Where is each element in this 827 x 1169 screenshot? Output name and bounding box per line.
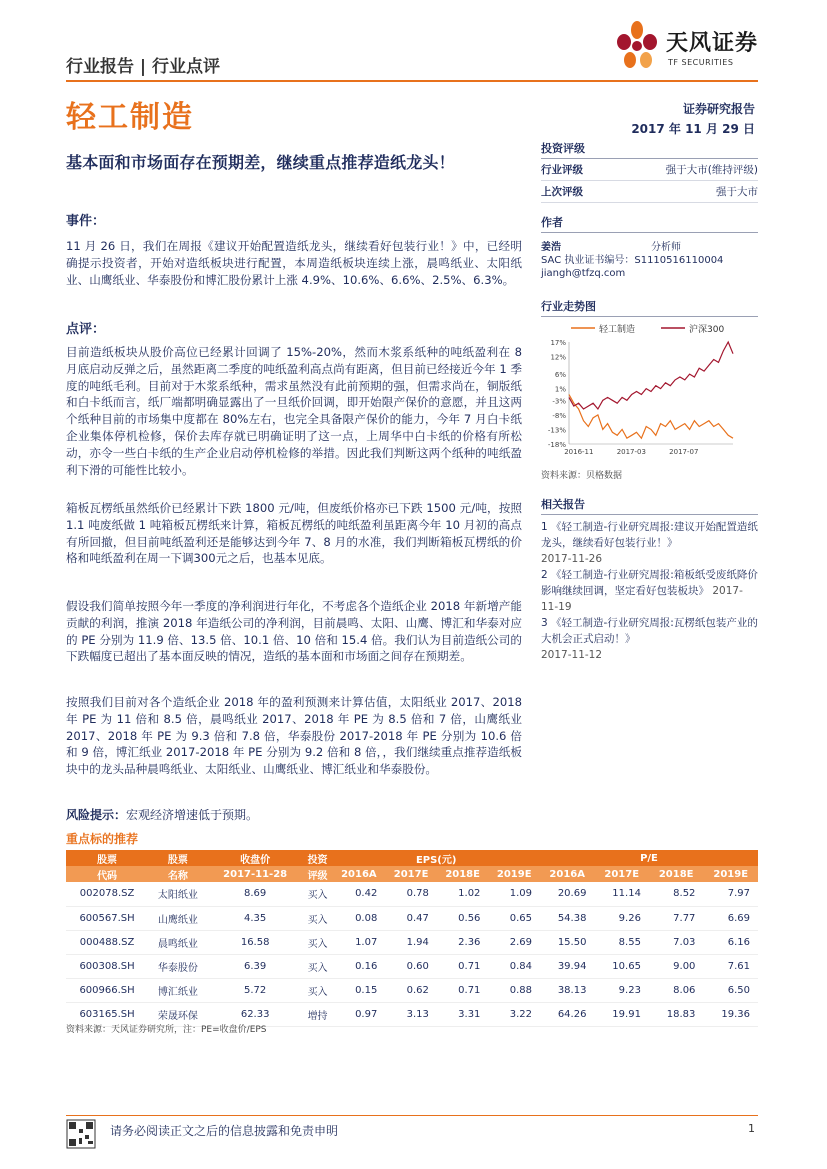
report-link[interactable]: 1 《轻工制造-行业研究周报:建议开始配置造纸龙头，继续看好包装行业！》 [541,521,758,549]
y-tick-label: 1% [554,385,566,394]
table-cell: 9.23 [594,978,648,1002]
table-cell: 39.94 [540,954,594,978]
table-cell: 2.69 [488,930,540,954]
table-cell: 0.47 [385,906,437,930]
table-cell: 600308.SH [66,954,148,978]
column-header: 2019E [488,866,540,882]
table-cell: 0.97 [332,1002,385,1026]
author-title: 作者 [541,214,758,233]
table-cell: 增持 [303,1002,333,1026]
table-cell: 0.62 [385,978,437,1002]
table-header-row [66,866,758,882]
table-cell: 9.00 [649,954,703,978]
author-role: 分析师 [651,242,681,253]
table-cell: 11.14 [594,882,648,906]
footer-disclaimer: 请务必阅读正文之后的信息披露和免责申明 [110,1124,339,1138]
author-box [541,214,758,280]
table-cell: 54.38 [540,906,594,930]
table-row [66,930,758,954]
y-tick-label: -3% [552,397,566,406]
table-cell: 1.02 [437,882,489,906]
table-cell: 7.61 [703,954,758,978]
table-cell: 1.09 [488,882,540,906]
table-cell: 1.94 [385,930,437,954]
table-title: 重点标的推荐 [66,832,139,846]
comment-paragraph-1: 目前造纸板块从股价高位已经累计回调了 15%-20%，然而木浆系纸种的吨纸盈利在 8 月底启动反弹之后，虽然距离二季度的吨纸盈利高点尚有距离，但目前已经接近今年 1 季度的吨纸毛利。目前对于木浆系纸种，需求虽然没有此前预期的强，但需求尚在，铜版纸和白卡纸而言，纸厂端都明确显露出了一旦纸价回调，即开始限产保价的意愿，并且这两个纸种目前的市场集中度都在 80%左右，也完全具备限产保价的能力，今年 7 月白卡纸企业集体停机检修，保价去库存就已明确证明了这一点，上周华中白卡纸的价格有所松动，亦令一些白卡纸的生产企业启动停机检修的举措。因此我们判断这两个纸种的吨纸盈利下滑的可能性比较小。 [66,345,522,477]
table-cell: 5.72 [208,978,303,1002]
table-cell: 0.78 [385,882,437,906]
table-cell: 7.77 [649,906,703,930]
table-cell: 6.16 [703,930,758,954]
table-cell: 0.71 [437,954,489,978]
rating-row: 上次评级 强于大市 [541,181,758,203]
table-cell: 0.65 [488,906,540,930]
y-tick-label: -8% [552,411,566,420]
table-cell: 荣晟环保 [148,1002,207,1026]
table-cell: 2.36 [437,930,489,954]
stock-table [66,850,758,1027]
table-cell: 4.35 [208,906,303,930]
industry-title: 轻工制造 [66,100,194,135]
table-cell: 7.97 [703,882,758,906]
column-header: 代码 [66,866,148,882]
column-header: 评级 [303,866,333,882]
table-cell: 000488.SZ [66,930,148,954]
author-cert: SAC 执业证书编号：S1110516110004 [541,255,724,266]
table-cell: 0.15 [332,978,385,1002]
table-cell: 太阳纸业 [148,882,207,906]
table-cell: 0.60 [385,954,437,978]
headline: 基本面和市场面存在预期差，继续重点推荐造纸龙头！ [66,153,455,172]
page-number: 1 [748,1122,755,1135]
table-cell: 山鹰纸业 [148,906,207,930]
column-header: 2016A [332,866,385,882]
comment-paragraph-2: 箱板瓦楞纸虽然纸价已经累计下跌 1800 元/吨，但废纸价格亦已下跌 1500 元/吨，按照 1.1 吨废纸做 1 吨箱板瓦楞纸来计算，箱板瓦楞纸的吨纸盈利虽距离今年 10 月初的高点有所回撤，但目前吨纸盈利还是能够达到今年 7、8 月的水准，我们判断箱板瓦楞纸的价格和吨纸盈利在周一下调300元之后，也基本见底。 [66,501,522,566]
logo-name: 天风证券 [666,31,759,56]
table-cell: 0.88 [488,978,540,1002]
event-paragraph: 11 月 26 日，我们在周报《建议开始配置造纸龙头，继续看好包装行业！》中，已经明确提示投资者，开始对造纸板块进行配置，本周造纸板块连续上涨，晨鸣纸业、太阳纸业、山鹰纸业、华泰股份和博汇股份累计上涨 4.9%、10.6%、6.6%、2.5%、6.3%。 [66,239,522,287]
report-date-item: 2017-11-26 [541,553,603,565]
table-cell: 10.65 [594,954,648,978]
report-link[interactable]: 2 《轻工制造-行业研究周报:箱板纸受废纸降价影响继续回调，坚定看好包装板块》 2017-11-19 [541,569,758,613]
comment-paragraph-4: 按照我们目前对各个造纸企业 2018 年的盈利预测来计算估值，太阳纸业 2017、2018 年 PE 为 11 倍和 8.5 倍，晨鸣纸业 2017、2018 年 PE 为 8.5 倍和 7 倍，山鹰纸业 2017、2018 年 PE 为 9.3 倍和 7.8 倍，华泰股份 2017-2018 年 PE 分别为 10.6 倍和 9 倍，博汇纸业 2017-2018 年 PE 分别为 9.2 倍和 8 倍，，我们继续重点推荐造纸板块中的龙头品种晨鸣纸业、太阳纸业、山鹰纸业、博汇纸业和华泰股份。 [66,695,522,777]
qr-code-icon [66,1116,96,1152]
table-cell: 博汇纸业 [148,978,207,1002]
column-header: 2017E [385,866,437,882]
table-cell: 002078.SZ [66,882,148,906]
y-tick-label: -18% [547,441,566,449]
column-header: 2017E [594,866,648,882]
y-tick-label: 6% [554,371,566,380]
table-cell: 0.56 [437,906,489,930]
table-cell: 16.58 [208,930,303,954]
table-cell: 0.84 [488,954,540,978]
column-header: 2017-11-28 [208,866,303,882]
table-cell: 0.16 [332,954,385,978]
table-cell: 8.06 [649,978,703,1002]
report-type: 证券研究报告 [682,102,755,116]
table-cell: 3.22 [488,1002,540,1026]
chart-title: 行业走势图 [541,298,758,317]
table-cell: 买入 [303,978,333,1002]
column-header: 2018E [437,866,489,882]
table-cell: 华泰股份 [148,954,207,978]
table-cell: 8.55 [594,930,648,954]
table-cell: 3.31 [437,1002,489,1026]
header-divider [66,80,758,82]
table-cell: 64.26 [540,1002,594,1026]
table-source: 资料来源：天风证券研究所，注：PE=收盘价/EPS [66,1025,267,1035]
risk-warning: 风险提示：宏观经济增速低于预期。 [66,808,259,822]
rating-box [541,140,758,203]
legend-label: 轻工制造 [599,325,636,335]
related-reports [541,496,758,663]
column-header: 2019E [703,866,758,882]
table-cell: 15.50 [540,930,594,954]
reports-title: 相关报告 [541,496,758,515]
table-cell: 9.26 [594,906,648,930]
report-link[interactable]: 3 《轻工制造-行业研究周报:瓦楞纸包装产业的大机会正式启动！》 [541,617,758,645]
chart-source: 资料来源：贝格数据 [541,471,623,481]
table-cell: 0.71 [437,978,489,1002]
table-cell: 买入 [303,930,333,954]
series-line [569,395,733,439]
table-cell: 0.42 [332,882,385,906]
x-tick-label: 2017-07 [669,448,699,456]
industry-trend-chart [541,316,758,464]
table-cell: 18.83 [649,1002,703,1026]
report-category: 行业报告 | 行业点评 [66,57,221,77]
author-name: 姜浩 [541,242,561,253]
x-tick-label: 2017-03 [616,448,646,456]
table-cell: 38.13 [540,978,594,1002]
table-cell: 0.08 [332,906,385,930]
footer-divider [66,1115,758,1116]
company-logo [610,20,770,80]
trend-chart-svg [541,316,758,464]
table-header-row: 股票 股票 收盘价 投资 EPS(元) P/E [66,850,758,866]
comment-heading: 点评： [66,322,106,337]
table-cell: 买入 [303,954,333,978]
table-row [66,906,758,930]
table-cell: 6.69 [703,906,758,930]
table-cell: 603165.SH [66,1002,148,1026]
table-row [66,954,758,978]
comment-paragraph-3: 假设我们简单按照今年一季度的净利润进行年化，不考虑各个造纸企业 2018 年新增产能贡献的利润，推演 2018 年造纸公司的净利润，目前晨鸣、太阳、山鹰、博汇和华泰对应的 PE 分别为 11.9 倍、13.5 倍、10.1 倍、10 倍和 15.4 倍。我们认为目前造纸公司的下跌幅度已超出了基本面反映的情况，造纸的基本面和市场面之间存在预期差。 [66,599,522,664]
table-cell: 8.52 [649,882,703,906]
report-date: 2017 年 11 月 29 日 [631,122,755,136]
rating-row: 行业评级 强于大市(维持评级) [541,159,758,181]
x-tick-label: 2016-11 [564,448,594,456]
table-cell: 600567.SH [66,906,148,930]
table-cell: 62.33 [208,1002,303,1026]
logo-flower-icon [610,20,664,76]
y-tick-label: 17% [550,339,566,347]
author-email[interactable]: jiangh@tfzq.com [541,268,626,279]
table-cell: 3.13 [385,1002,437,1026]
legend-label: 沪深300 [689,325,725,335]
logo-english: TF SECURITIES [668,58,734,67]
table-cell: 1.07 [332,930,385,954]
series-line [569,342,733,409]
table-cell: 8.69 [208,882,303,906]
y-tick-label: -13% [547,426,566,435]
table-cell: 买入 [303,906,333,930]
table-cell: 20.69 [540,882,594,906]
column-header: 名称 [148,866,207,882]
report-date-item: 2017-11-12 [541,649,603,661]
table-cell: 买入 [303,882,333,906]
event-heading: 事件： [66,214,106,229]
table-cell: 7.03 [649,930,703,954]
rating-title: 投资评级 [541,140,758,159]
table-cell: 6.50 [703,978,758,1002]
table-row [66,882,758,906]
table-cell: 晨鸣纸业 [148,930,207,954]
table-cell: 6.39 [208,954,303,978]
table-cell: 19.91 [594,1002,648,1026]
table-cell: 19.36 [703,1002,758,1026]
column-header: 2018E [649,866,703,882]
table-cell: 600966.SH [66,978,148,1002]
table-row [66,978,758,1002]
column-header: 2016A [540,866,594,882]
y-tick-label: 12% [550,353,566,362]
